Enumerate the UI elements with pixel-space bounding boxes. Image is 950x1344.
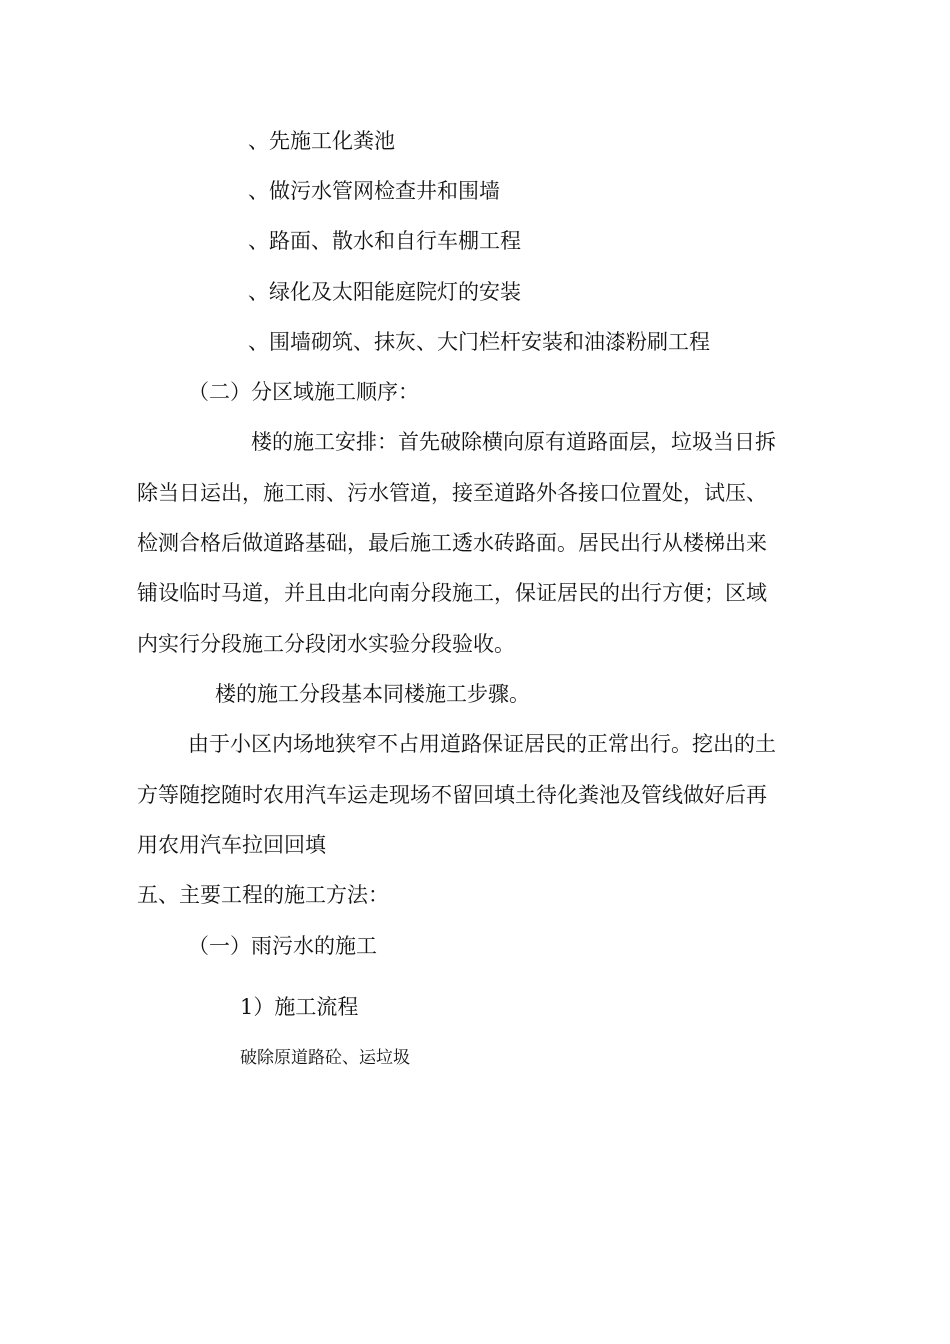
- paragraph-3-line-1: 由于小区内场地狭窄不占用道路保证居民的正常出行。挖出的土: [188, 732, 776, 756]
- list-item-5: 、围墙砌筑、抹灰、大门栏杆安装和油漆粉刷工程: [248, 330, 710, 354]
- paragraph-1-line-4: 铺设临时马道，并且由北向南分段施工，保证居民的出行方便；区域: [137, 581, 767, 605]
- list-item-3: 、路面、散水和自行车棚工程: [248, 229, 521, 253]
- flow-first-step: 破除原道路砼、运垃圾: [240, 1048, 410, 1068]
- subsection-1-heading: （一）雨污水的施工: [188, 934, 377, 958]
- step-1-heading: 1）施工流程: [240, 995, 359, 1019]
- paragraph-3-line-2: 方等随挖随时农用汽车运走现场不留回填土待化粪池及管线做好后再: [137, 783, 767, 807]
- paragraph-2: 楼的施工分段基本同楼施工步骤。: [215, 682, 530, 706]
- paragraph-1-line-2: 除当日运出，施工雨、污水管道，接至道路外各接口位置处，试压、: [137, 481, 767, 505]
- section-2-heading: （二）分区域施工顺序：: [188, 380, 419, 404]
- paragraph-3-line-3: 用农用汽车拉回回填: [137, 833, 326, 857]
- list-item-2: 、做污水管网检查井和围墙: [248, 179, 500, 203]
- section-5-heading: 五、主要工程的施工方法：: [137, 883, 389, 907]
- paragraph-1-line-1: 楼的施工安排：首先破除横向原有道路面层，垃圾当日拆: [251, 430, 776, 454]
- paragraph-1-line-3: 检测合格后做道路基础，最后施工透水砖路面。居民出行从楼梯出来: [137, 531, 767, 555]
- paragraph-1-line-5: 内实行分段施工分段闭水实验分段验收。: [137, 632, 515, 656]
- list-item-4: 、绿化及太阳能庭院灯的安装: [248, 280, 521, 304]
- list-item-1: 、先施工化粪池: [248, 129, 395, 153]
